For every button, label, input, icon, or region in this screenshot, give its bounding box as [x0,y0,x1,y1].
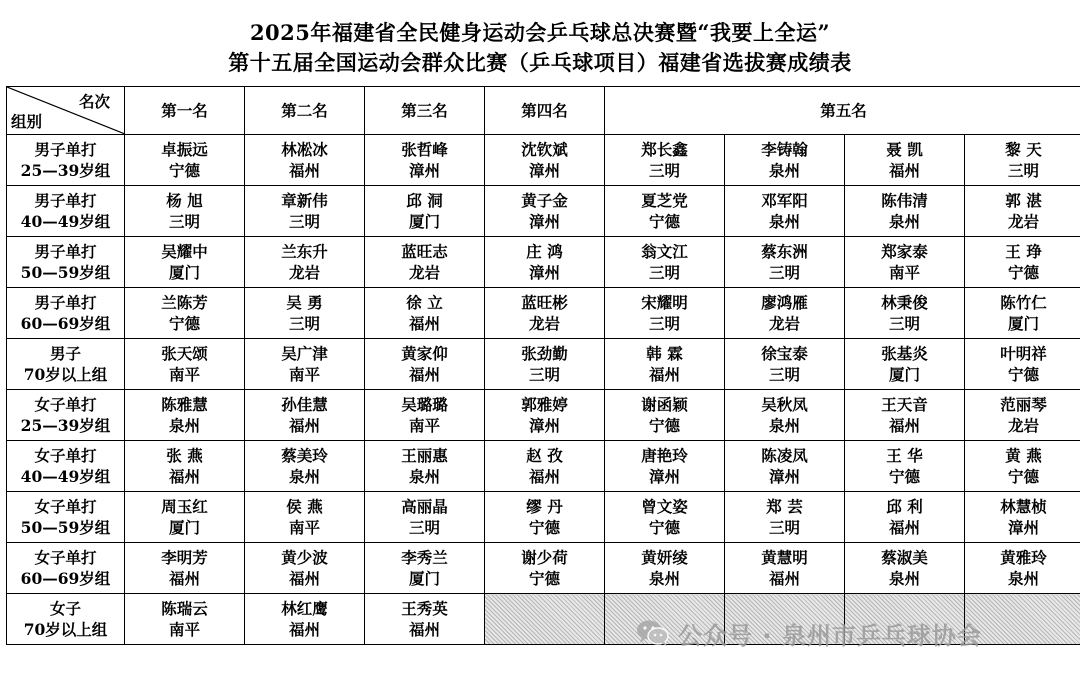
player-city: 龙岩 [1008,212,1040,231]
player-cell [725,186,845,237]
player-cell [845,339,965,390]
player-name: 邱 洞 [406,191,443,210]
player-name: 蓝旺志 [401,242,448,261]
group-label-line: 60—69岁组 [20,314,111,333]
player-name: 邓军阳 [761,191,808,210]
player-name: 杨 旭 [166,191,203,210]
corner-header-cell [7,87,125,135]
player-name: 卓振远 [161,140,208,159]
player-name: 唐艳玲 [641,446,688,465]
player-cell [125,237,245,288]
player-name: 陈凌凤 [761,446,808,465]
player-city: 龙岩 [528,314,560,333]
player-city: 厦门 [888,365,920,384]
player-city: 三明 [648,314,680,333]
player-name: 周玉红 [161,497,208,516]
watermark [636,616,982,650]
player-cell [725,237,845,288]
player-name: 黄雅玲 [1000,548,1047,567]
player-city: 福州 [888,161,920,180]
player-name: 范丽琴 [1000,395,1047,414]
player-name: 庄 鸿 [526,242,563,261]
player-city: 厦门 [168,518,200,537]
player-name: 兰陈芳 [161,293,208,312]
player-city: 漳州 [408,161,440,180]
group-cell [7,237,125,288]
player-name: 王 琤 [1005,242,1042,261]
player-name: 高丽晶 [401,497,448,516]
player-cell [245,237,365,288]
player-cell [845,492,965,543]
player-city: 三明 [768,518,800,537]
player-cell [845,441,965,492]
player-name: 黎 天 [1005,140,1042,159]
group-label-line: 60—69岁组 [20,569,111,588]
player-city: 龙岩 [768,314,800,333]
player-name: 王秀英 [401,599,448,618]
player-name: 吴广津 [281,344,328,363]
player-cell [725,288,845,339]
player-city: 宁德 [648,416,680,435]
player-city: 福州 [288,569,320,588]
player-name: 曾文姿 [641,497,688,516]
group-label-line: 女子单打 [34,548,97,567]
player-city: 三明 [888,314,920,333]
player-cell [605,288,725,339]
player-cell [725,543,845,594]
player-city: 宁德 [888,467,920,486]
player-name: 郑 芸 [766,497,803,516]
group-label-line: 男子单打 [34,293,97,312]
player-city: 宁德 [168,161,200,180]
player-name: 林秉俊 [881,293,928,312]
player-name: 陈竹仁 [1000,293,1047,312]
group-cell [7,339,125,390]
group-cell [7,135,125,186]
player-city: 龙岩 [1008,416,1040,435]
group-label-line: 50—59岁组 [20,263,111,282]
player-cell [965,288,1080,339]
player-cell [365,441,485,492]
player-city: 福州 [288,416,320,435]
group-label-line: 女子 [49,599,81,618]
player-cell [365,237,485,288]
player-name: 张基炎 [881,344,928,363]
group-header-label: 组别 [11,112,43,131]
player-city: 泉州 [408,467,440,486]
player-city: 三明 [768,365,800,384]
player-city: 福州 [408,365,440,384]
player-name: 陈雅慧 [161,395,208,414]
player-cell [245,339,365,390]
group-cell [7,594,125,645]
player-city: 宁德 [1008,467,1040,486]
player-city: 泉州 [768,161,800,180]
player-city: 漳州 [528,161,560,180]
player-cell [245,135,365,186]
player-cell [965,441,1080,492]
player-city: 三明 [648,263,680,282]
player-name: 叶明祥 [1000,344,1047,363]
table-row [7,237,1080,288]
player-cell [365,135,485,186]
wechat-icon [636,619,670,647]
player-city: 福州 [168,467,200,486]
player-city: 福州 [288,161,320,180]
watermark-text: 公众号 · 泉州市乒乓球协会 [678,621,982,650]
player-cell [125,492,245,543]
player-cell [485,288,605,339]
player-name: 蓝旺彬 [521,293,568,312]
player-name: 郑长鑫 [641,140,688,159]
player-name: 林慧桢 [1000,497,1047,516]
group-label-line: 男子单打 [34,191,97,210]
player-name: 黄子金 [521,191,568,210]
table-row [7,186,1080,237]
header-fifth: 第五名 [605,87,1080,135]
player-cell [245,543,365,594]
player-city: 泉州 [768,212,800,231]
player-city: 龙岩 [408,263,440,282]
player-cell [725,390,845,441]
player-city: 福州 [528,467,560,486]
player-cell [965,543,1080,594]
player-cell [845,288,965,339]
player-cell [605,492,725,543]
player-city: 漳州 [1008,518,1040,537]
player-name: 赵 孜 [526,446,563,465]
player-city: 三明 [648,161,680,180]
player-cell [605,135,725,186]
player-city: 漳州 [528,212,560,231]
title-line-1: 2025年福建省全民健身运动会乒乓球总决赛暨“我要上全运” [249,20,831,45]
player-cell [245,390,365,441]
player-cell [485,339,605,390]
player-name: 王天音 [881,395,928,414]
player-name: 李秀兰 [401,548,448,567]
player-cell [365,390,485,441]
player-city: 三明 [1008,161,1040,180]
player-cell [365,492,485,543]
group-label-line: 男子单打 [34,140,97,159]
player-name: 兰东升 [281,242,328,261]
player-city: 泉州 [288,467,320,486]
player-name: 孙佳慧 [281,395,328,414]
title-line-2: 第十五届全国运动会群众比赛（乒乓球项目）福建省选拔赛成绩表 [228,50,852,75]
group-label-line: 70岁以上组 [23,620,108,639]
group-label-line: 25—39岁组 [20,416,111,435]
results-table [6,86,1080,645]
player-cell [965,492,1080,543]
player-name: 张 燕 [166,446,203,465]
player-cell [965,390,1080,441]
player-cell [125,135,245,186]
player-name: 李铸翰 [761,140,808,159]
player-name: 邱 利 [886,497,923,516]
header-row [7,87,1080,135]
player-cell [365,543,485,594]
group-label-line: 女子单打 [34,497,97,516]
player-city: 宁德 [648,518,680,537]
player-city: 龙岩 [288,263,320,282]
player-cell [125,339,245,390]
player-name: 徐 立 [406,293,443,312]
player-name: 张哲峰 [401,140,448,159]
player-city: 宁德 [648,212,680,231]
table-row [7,339,1080,390]
player-name: 郭 湛 [1005,191,1042,210]
player-name: 王 华 [886,446,923,465]
player-cell [365,288,485,339]
player-city: 南平 [168,365,200,384]
player-cell [245,186,365,237]
player-city: 三明 [288,212,320,231]
player-cell [485,543,605,594]
player-name: 黄 燕 [1005,446,1042,465]
player-cell [125,186,245,237]
player-city: 厦门 [1008,314,1040,333]
player-city: 南平 [168,620,200,639]
player-cell [485,186,605,237]
player-name: 林红鹰 [281,599,328,618]
player-cell [125,594,245,645]
player-cell [605,543,725,594]
player-name: 黄慧明 [761,548,808,567]
player-name: 张天颂 [161,344,208,363]
player-city: 福州 [648,365,680,384]
player-cell [605,390,725,441]
player-city: 泉州 [888,569,920,588]
player-name: 聂 凯 [886,140,923,159]
player-cell [245,492,365,543]
player-cell [605,237,725,288]
group-label-line: 70岁以上组 [23,365,108,384]
player-city: 厦门 [408,212,440,231]
table-row [7,288,1080,339]
group-label-line: 40—49岁组 [20,467,111,486]
player-city: 宁德 [1008,263,1040,282]
player-name: 缪 丹 [526,497,563,516]
player-name: 郭雅婷 [521,395,568,414]
player-cell [605,186,725,237]
player-city: 宁德 [528,569,560,588]
player-city: 南平 [288,518,320,537]
player-city: 福州 [408,620,440,639]
player-name: 夏芝党 [641,191,688,210]
player-name: 谢少荷 [521,548,568,567]
player-name: 吴 勇 [286,293,323,312]
player-name: 廖鸿雁 [761,293,808,312]
player-city: 泉州 [648,569,680,588]
player-city: 泉州 [768,416,800,435]
header-first: 第一名 [125,87,245,135]
player-name: 林凇冰 [281,140,328,159]
player-city: 福州 [408,314,440,333]
group-cell [7,390,125,441]
player-city: 福州 [288,620,320,639]
player-name: 韩 霖 [646,344,683,363]
player-name: 吴秋凤 [761,395,808,414]
group-label-line: 25—39岁组 [20,161,111,180]
player-cell [845,237,965,288]
header-fourth: 第四名 [485,87,605,135]
player-city: 福州 [168,569,200,588]
player-city: 三明 [768,263,800,282]
player-cell [725,441,845,492]
table-row [7,492,1080,543]
player-name: 宋耀明 [641,293,688,312]
player-cell [725,135,845,186]
player-city: 南平 [288,365,320,384]
player-city: 漳州 [528,263,560,282]
player-city: 泉州 [1008,569,1040,588]
group-label-line: 男子 [49,344,81,363]
player-cell [125,441,245,492]
player-name: 王丽惠 [401,446,448,465]
player-city: 泉州 [168,416,200,435]
player-city: 南平 [888,263,920,282]
player-city: 厦门 [408,569,440,588]
player-name: 黄妍绫 [641,548,688,567]
group-label-line: 40—49岁组 [20,212,111,231]
player-cell [845,390,965,441]
player-cell [245,594,365,645]
group-cell [7,186,125,237]
player-name: 黄家仰 [401,344,448,363]
player-name: 陈瑞云 [161,599,208,618]
player-name: 谢函颖 [641,395,688,414]
player-city: 三明 [168,212,200,231]
header-second: 第二名 [245,87,365,135]
player-cell [965,135,1080,186]
player-name: 张劲勤 [521,344,568,363]
table-row [7,390,1080,441]
player-city: 宁德 [168,314,200,333]
group-label-line: 男子单打 [34,242,97,261]
group-cell [7,543,125,594]
player-city: 宁德 [1008,365,1040,384]
player-city: 南平 [408,416,440,435]
player-city: 福州 [888,416,920,435]
player-cell [485,135,605,186]
group-label-line: 50—59岁组 [20,518,111,537]
player-cell [485,441,605,492]
table-row [7,135,1080,186]
player-city: 三明 [288,314,320,333]
player-cell [485,237,605,288]
player-cell [965,186,1080,237]
table-row [7,543,1080,594]
player-city: 三明 [408,518,440,537]
player-name: 李明芳 [161,548,208,567]
player-cell [725,339,845,390]
player-city: 福州 [888,518,920,537]
player-city: 宁德 [528,518,560,537]
player-cell [365,594,485,645]
player-name: 蔡淑美 [881,548,928,567]
empty-shaded-cell [485,594,605,645]
table-row [7,441,1080,492]
group-cell [7,441,125,492]
player-cell [125,390,245,441]
player-cell [485,390,605,441]
player-cell [365,339,485,390]
player-cell [725,492,845,543]
player-name: 陈伟清 [881,191,928,210]
player-city: 漳州 [768,467,800,486]
player-name: 蔡东洲 [761,242,808,261]
player-cell [845,543,965,594]
player-cell [365,186,485,237]
player-cell [965,339,1080,390]
player-name: 吴耀中 [161,242,208,261]
player-city: 厦门 [168,263,200,282]
player-cell [845,186,965,237]
player-name: 章新伟 [281,191,328,210]
player-city: 漳州 [648,467,680,486]
player-cell [125,543,245,594]
player-cell [965,237,1080,288]
player-name: 翁文江 [641,242,688,261]
group-cell [7,492,125,543]
group-label-line: 女子单打 [34,395,97,414]
player-cell [845,135,965,186]
player-cell [605,339,725,390]
player-cell [485,492,605,543]
player-city: 福州 [768,569,800,588]
player-name: 吴璐璐 [401,395,448,414]
player-cell [245,441,365,492]
player-city: 漳州 [528,416,560,435]
player-name: 徐宝泰 [761,344,808,363]
header-third: 第三名 [365,87,485,135]
player-name: 侯 燕 [286,497,323,516]
player-name: 沈钦斌 [521,140,568,159]
player-city: 泉州 [888,212,920,231]
player-name: 黄少波 [281,548,328,567]
player-cell [245,288,365,339]
group-cell [7,288,125,339]
player-cell [605,441,725,492]
rank-header-label: 名次 [78,92,110,111]
player-cell [125,288,245,339]
group-label-line: 女子单打 [34,446,97,465]
player-name: 蔡美玲 [281,446,328,465]
player-city: 三明 [528,365,560,384]
player-name: 郑家泰 [881,242,928,261]
